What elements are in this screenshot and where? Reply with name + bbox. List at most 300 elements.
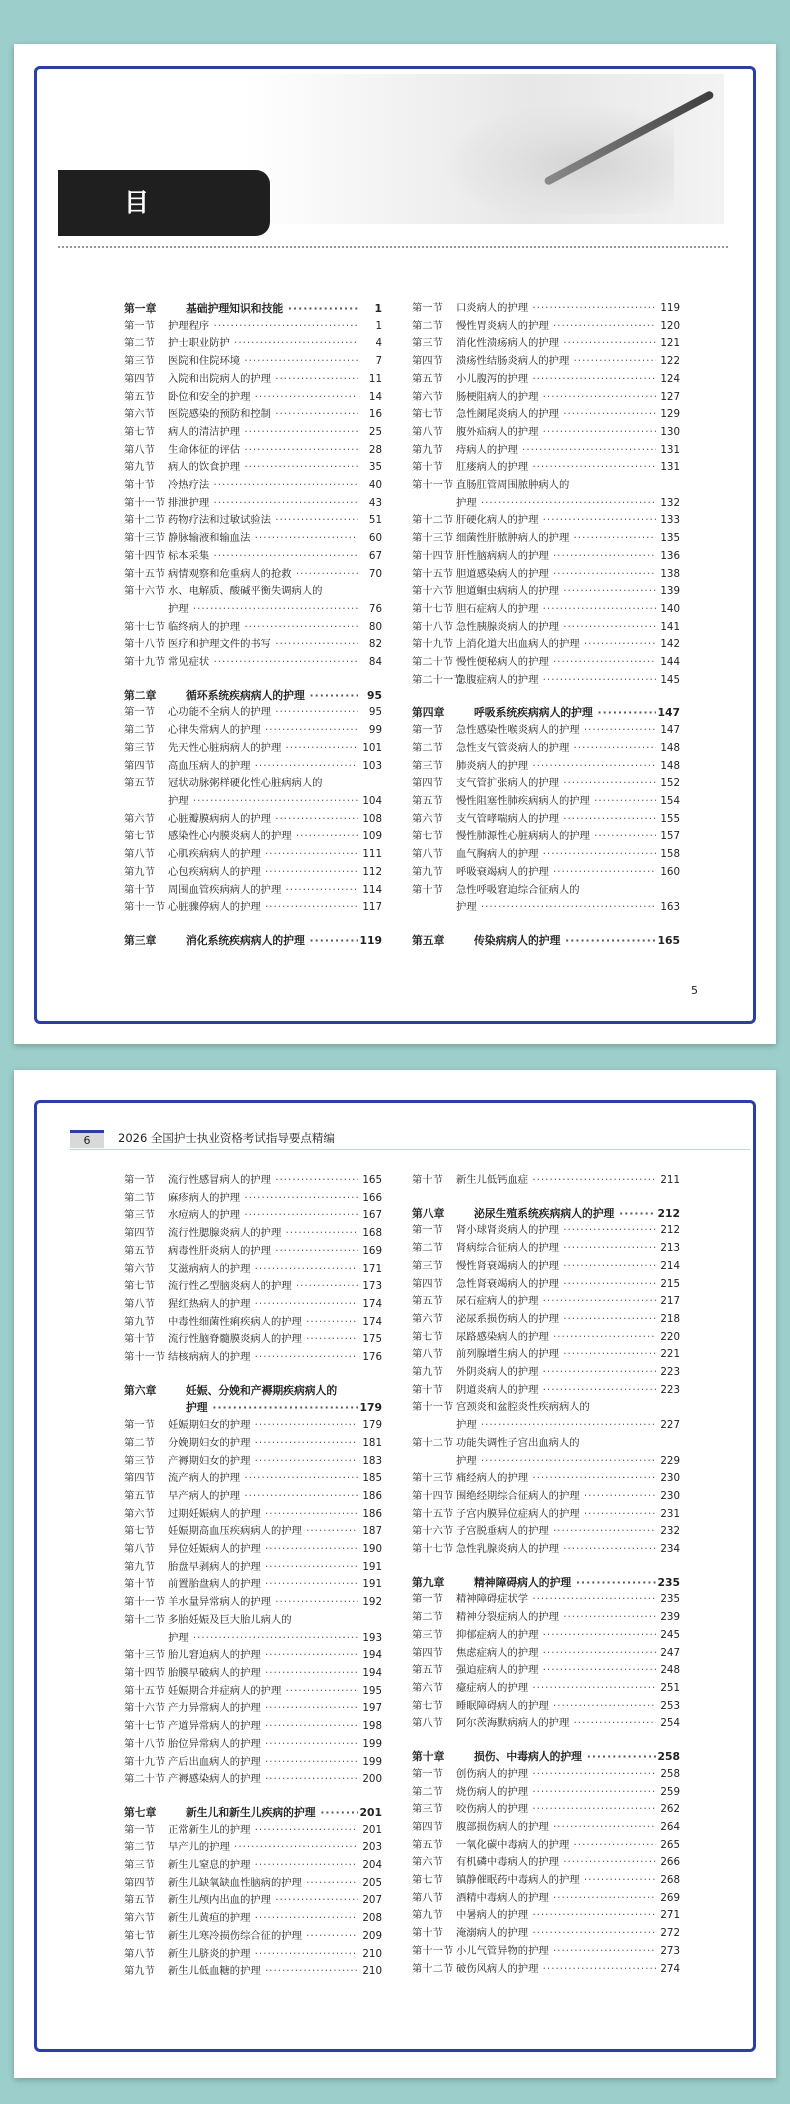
toc-chapter-entry (124, 300, 382, 318)
entry-title: 镇静催眠药中毒病人的护理 ····· (456, 1872, 656, 1890)
hand-shape (444, 104, 674, 214)
toc-section-entry (412, 1627, 680, 1645)
entry-number: 第十七节 (124, 620, 166, 633)
entry-title: 产褥期妇女的护理 ····· (168, 1453, 358, 1471)
toc-section-entry (124, 1331, 382, 1349)
toc-section-entry (412, 1698, 680, 1716)
entry-number: 第九节 (124, 865, 155, 878)
toc-section-entry (412, 583, 680, 601)
toc-section-entry (412, 459, 680, 477)
entry-page: 117 (358, 899, 382, 917)
toc-section-entry (124, 882, 382, 900)
entry-page: 130 (656, 424, 680, 442)
entry-title: 护理 ····· (456, 899, 656, 917)
entry-number: 第六节 (124, 1912, 155, 1925)
entry-page: 148 (656, 740, 680, 758)
entry-page: 171 (358, 1261, 382, 1279)
entry-title: 小儿气管异物的护理 ····· (456, 1943, 656, 1961)
entry-title: 病毒性肝炎病人的护理 ····· (168, 1243, 358, 1261)
entry-page: 234 (656, 1541, 680, 1559)
toc-section-entry (412, 1784, 680, 1802)
entry-page: 14 (358, 389, 382, 407)
entry-page: 210 (358, 1963, 382, 1981)
entry-page: 175 (358, 1331, 382, 1349)
entry-page: 253 (656, 1698, 680, 1716)
entry-number: 第三节 (124, 1209, 155, 1222)
entry-title: 护理 ····· (168, 1630, 358, 1648)
entry-page: 67 (358, 548, 382, 566)
entry-page: 167 (358, 1207, 382, 1225)
entry-title: 肾小球肾炎病人的护理 ····· (456, 1222, 656, 1240)
entry-title: 医院感染的预防和控制 ····· (168, 406, 358, 424)
entry-number: 第二节 (412, 319, 443, 332)
entry-number: 第七节 (124, 830, 155, 843)
entry-number: 第十一节 (124, 1351, 166, 1364)
entry-number: 第十章 (412, 1750, 445, 1764)
entry-number: 第十一节 (124, 901, 166, 914)
entry-title: 早产病人的护理 ····· (168, 1488, 358, 1506)
entry-title: 心肌疾病病人的护理 ····· (168, 846, 358, 864)
entry-number: 第十三节 (412, 1472, 454, 1485)
toc-section-entry (124, 1683, 382, 1701)
entry-title: 流行性感冒病人的护理 ····· (168, 1172, 358, 1190)
entry-title: 新生儿低钙血症 ····· (456, 1172, 656, 1190)
entry-title: 新生儿缺氧缺血性脑病的护理 ····· (168, 1875, 358, 1893)
entry-number: 第十五节 (124, 1684, 166, 1697)
entry-title: 急性肾衰竭病人的护理 ····· (456, 1276, 656, 1294)
toc-page-6 (14, 1070, 776, 2078)
entry-page: 103 (358, 758, 382, 776)
entry-page: 129 (656, 406, 680, 424)
toc-section-entry (412, 1382, 680, 1400)
entry-page (358, 1382, 382, 1400)
entry-number: 第二节 (124, 1191, 155, 1204)
entry-number: 第五节 (412, 372, 443, 385)
entry-title: 胎膜早破病人的护理 ····· (168, 1665, 358, 1683)
entry-page: 194 (358, 1665, 382, 1683)
entry-number: 第十节 (412, 1174, 443, 1186)
entry-title: 癔症病人的护理 ····· (456, 1680, 656, 1698)
entry-number: 第十六节 (124, 1702, 166, 1715)
toc-section-entry (124, 371, 382, 389)
toc-section-entry (412, 1523, 680, 1541)
entry-page: 99 (358, 722, 382, 740)
toc-chapter-entry (124, 932, 382, 950)
toc-section-entry (412, 512, 680, 530)
entry-title: 护理 ····· (456, 1417, 656, 1435)
toc-section-entry (412, 318, 680, 336)
entry-number: 第四节 (412, 1820, 443, 1833)
entry-number: 第三节 (412, 759, 443, 772)
toc-section-entry (412, 530, 680, 548)
entry-number: 第三节 (124, 355, 155, 368)
entry-page: 223 (656, 1382, 680, 1400)
toc-section-entry (124, 1541, 382, 1559)
entry-page: 173 (358, 1278, 382, 1296)
entry-number: 第十五节 (412, 567, 454, 580)
entry-page: 1 (358, 318, 382, 336)
toc-chapter-entry (124, 687, 382, 705)
entry-title: 前置胎盘病人的护理 ····· (168, 1576, 358, 1594)
entry-title: 破伤风病人的护理 ····· (456, 1961, 656, 1979)
entry-number: 第一节 (124, 1174, 155, 1186)
entry-title: 精神分裂症病人的护理 ····· (456, 1609, 656, 1627)
entry-page: 258 (656, 1748, 680, 1766)
toc-section-entry (124, 1594, 382, 1612)
toc-section-entry (412, 1222, 680, 1240)
entry-number: 第十节 (412, 1383, 443, 1396)
entry-title: 护理 ····· (168, 793, 358, 811)
toc-section-entry (412, 406, 680, 424)
entry-page: 221 (656, 1346, 680, 1364)
entry-page: 144 (656, 654, 680, 672)
entry-title: 病情观察和危重病人的抢救 ····· (168, 566, 358, 584)
entry-page: 16 (358, 406, 382, 424)
entry-number: 第八节 (412, 1348, 443, 1361)
section-gap (412, 1190, 680, 1205)
entry-number: 第四节 (412, 355, 443, 368)
entry-title: 流行性脑脊髓膜炎病人的护理 ····· (168, 1331, 358, 1349)
entry-page: 176 (358, 1349, 382, 1367)
entry-page: 163 (656, 899, 680, 917)
toc-section-entry (124, 1700, 382, 1718)
entry-page: 141 (656, 619, 680, 637)
entry-page: 239 (656, 1609, 680, 1627)
entry-title: 循环系统疾病病人的护理 ····· (186, 687, 358, 705)
entry-title: 产道异常病人的护理 ····· (168, 1718, 358, 1736)
toc-section-entry (412, 1488, 680, 1506)
toc-page-5 (14, 44, 776, 1044)
entry-number: 第十一节 (124, 1596, 166, 1609)
entry-page: 191 (358, 1559, 382, 1577)
entry-number: 第一节 (124, 319, 155, 332)
entry-page: 160 (656, 864, 680, 882)
toc-section-entry (412, 828, 680, 846)
entry-number: 第八章 (412, 1206, 445, 1220)
entry-page: 152 (656, 775, 680, 793)
entry-number: 第六节 (412, 390, 443, 403)
entry-title: 泌尿生殖系统疾病病人的护理 ····· (474, 1205, 656, 1223)
entry-title: 医院和住院环境 ····· (168, 353, 358, 371)
entry-title: 心包疾病病人的护理 ····· (168, 864, 358, 882)
entry-page: 251 (656, 1680, 680, 1698)
entry-page: 200 (358, 1771, 382, 1789)
entry-title: 支气管哮喘病人的护理 ····· (456, 811, 656, 829)
entry-title: 慢性阻塞性肺疾病病人的护理 ····· (456, 793, 656, 811)
entry-page: 166 (358, 1190, 382, 1208)
toc-section-entry (124, 1754, 382, 1772)
entry-title: 感染性心内膜炎病人的护理 ····· (168, 828, 358, 846)
entry-title: 护理 ····· (456, 495, 656, 513)
entry-page: 203 (358, 1839, 382, 1857)
toc-section-entry (412, 882, 680, 900)
header-book-title: 2026 全国护士执业资格考试指导要点精编 (118, 1131, 335, 1145)
entry-title: 睡眠障碍病人的护理 ····· (456, 1698, 656, 1716)
entry-number: 第十五节 (124, 567, 166, 580)
entry-title: 妊娠期高血压疾病病人的护理 ····· (168, 1523, 358, 1541)
entry-page: 28 (358, 442, 382, 460)
toc-section-entry (412, 1801, 680, 1819)
entry-page: 220 (656, 1329, 680, 1347)
toc-right-column (412, 300, 680, 950)
entry-title: 冠状动脉粥样硬化性心脏病病人的 (168, 777, 323, 790)
entry-title: 中毒性细菌性痢疾病人的护理 ····· (168, 1314, 358, 1332)
entry-page: 194 (358, 1647, 382, 1665)
toc-section-entry (412, 672, 680, 690)
toc-section-entry (124, 758, 382, 776)
entry-title: 护理 ····· (168, 601, 358, 619)
toc-chapter-entry (124, 1804, 382, 1822)
entry-title: 冷热疗法 ····· (168, 477, 358, 495)
entry-title: 精神障碍症状学 ····· (456, 1591, 656, 1609)
entry-number: 第一节 (412, 1593, 443, 1606)
entry-page: 25 (358, 424, 382, 442)
page-number: 5 (691, 984, 698, 997)
entry-title: 尿路感染病人的护理 ····· (456, 1329, 656, 1347)
entry-page: 218 (656, 1311, 680, 1329)
section-gap (412, 1559, 680, 1574)
toc-section-entry (124, 722, 382, 740)
toc-section-entry (412, 335, 680, 353)
toc-section-entry (124, 583, 382, 601)
toc-section-entry (412, 1293, 680, 1311)
toc-section-entry (124, 1910, 382, 1928)
entry-title: 直肠肛管周围脓肿病人的 (456, 479, 570, 492)
entry-number: 第二节 (412, 1785, 443, 1798)
entry-page: 210 (358, 1946, 382, 1964)
toc-section-entry (124, 1875, 382, 1893)
entry-number: 第七节 (124, 1525, 155, 1538)
entry-title: 妊娠、分娩和产褥期疾病病人的 (186, 1383, 338, 1397)
toc-chapter-entry (124, 1382, 382, 1400)
entry-page: 258 (656, 1766, 680, 1784)
entry-title: 产力异常病人的护理 ····· (168, 1700, 358, 1718)
entry-page: 122 (656, 353, 680, 371)
entry-number: 第六节 (124, 812, 155, 825)
entry-page: 209 (358, 1928, 382, 1946)
toc-section-entry (412, 864, 680, 882)
entry-title: 急性胰腺炎病人的护理 ····· (456, 619, 656, 637)
entry-page: 186 (358, 1488, 382, 1506)
entry-title: 肠梗阻病人的护理 ····· (456, 389, 656, 407)
entry-number: 第九节 (412, 1366, 443, 1379)
entry-title: 标本采集 ····· (168, 548, 358, 566)
entry-title: 精神障碍病人的护理 ····· (474, 1574, 656, 1592)
entry-title: 流行性腮腺炎病人的护理 ····· (168, 1225, 358, 1243)
entry-page: 185 (358, 1470, 382, 1488)
entry-number: 第一节 (124, 706, 155, 719)
entry-number: 第七章 (124, 1805, 157, 1819)
entry-title: 排泄护理 ····· (168, 495, 358, 513)
toc-section-entry (412, 1541, 680, 1559)
entry-page: 187 (358, 1523, 382, 1541)
entry-page: 230 (656, 1470, 680, 1488)
entry-page: 101 (358, 740, 382, 758)
entry-title: 先天性心脏病病人的护理 ····· (168, 740, 358, 758)
entry-page: 131 (656, 442, 680, 460)
entry-title: 护理程序 ····· (168, 318, 358, 336)
entry-title: 慢性便秘病人的护理 ····· (456, 654, 656, 672)
entry-title: 入院和出院病人的护理 ····· (168, 371, 358, 389)
entry-page: 247 (656, 1645, 680, 1663)
entry-number: 第七节 (412, 1330, 443, 1343)
toc-left-column (124, 1172, 382, 1981)
entry-page: 142 (656, 636, 680, 654)
entry-title: 静脉输液和输血法 ····· (168, 530, 358, 548)
toc-section-entry (124, 1647, 382, 1665)
entry-number: 第二十节 (124, 1773, 166, 1786)
entry-title: 过期妊娠病人的护理 ····· (168, 1506, 358, 1524)
toc-section-entry (124, 477, 382, 495)
toc-section-entry (124, 1665, 382, 1683)
entry-page: 84 (358, 654, 382, 672)
toc-section-entry (124, 1261, 382, 1279)
toc-section-entry (124, 318, 382, 336)
entry-page: 208 (358, 1910, 382, 1928)
entry-page: 197 (358, 1700, 382, 1718)
entry-title: 护理 ····· (456, 1453, 656, 1471)
entry-page: 254 (656, 1715, 680, 1733)
entry-title: 呼吸衰竭病人的护理 ····· (456, 864, 656, 882)
entry-page: 179 (358, 1417, 382, 1435)
toc-section-entry (124, 1399, 382, 1417)
toc-section-entry (124, 1278, 382, 1296)
entry-page: 248 (656, 1662, 680, 1680)
entry-title: 病人的饮食护理 ····· (168, 459, 358, 477)
toc-section-entry (124, 619, 382, 637)
entry-page: 119 (358, 932, 382, 950)
entry-number: 第十二节 (124, 1613, 166, 1626)
entry-page: 132 (656, 495, 680, 513)
entry-page (656, 882, 680, 900)
entry-number: 第十一节 (412, 1401, 454, 1414)
entry-page: 271 (656, 1907, 680, 1925)
toc-section-entry (124, 1630, 382, 1648)
entry-title: 心脏瓣膜病病人的护理 ····· (168, 811, 358, 829)
entry-number: 第三节 (412, 1628, 443, 1641)
toc-section-entry (124, 1488, 382, 1506)
toc-section-entry (412, 899, 680, 917)
entry-number: 第一节 (412, 1767, 443, 1780)
entry-page: 213 (656, 1240, 680, 1258)
entry-title: 功能失调性子宫出血病人的 (456, 1436, 580, 1449)
entry-number: 第九节 (124, 1560, 155, 1573)
toc-section-entry (412, 1925, 680, 1943)
entry-title: 慢性肺源性心脏病病人的护理 ····· (456, 828, 656, 846)
toc-chapter-entry (412, 1748, 680, 1766)
section-gap (412, 689, 680, 704)
section-gap (124, 1367, 382, 1382)
entry-number: 第十八节 (124, 638, 166, 651)
toc-chapter-entry (412, 1205, 680, 1223)
entry-number: 第三节 (412, 1803, 443, 1816)
toc-section-entry (412, 1907, 680, 1925)
entry-number: 第二节 (124, 1436, 155, 1449)
toc-section-entry (412, 740, 680, 758)
entry-title: 腹外疝病人的护理 ····· (456, 424, 656, 442)
toc-section-entry (412, 722, 680, 740)
entry-title: 妊娠期合并症病人的护理 ····· (168, 1683, 358, 1701)
entry-title: 泌尿系损伤病人的护理 ····· (456, 1311, 656, 1329)
entry-title: 新生儿和新生儿疾病的护理 ····· (186, 1804, 358, 1822)
entry-page: 174 (358, 1296, 382, 1314)
entry-page: 70 (358, 566, 382, 584)
entry-title: 心律失常病人的护理 ····· (168, 722, 358, 740)
entry-title: 水痘病人的护理 ····· (168, 1207, 358, 1225)
entry-number: 第二节 (124, 724, 155, 737)
entry-number: 第十三节 (124, 1649, 166, 1662)
entry-title: 常见症状 ····· (168, 654, 358, 672)
entry-page: 186 (358, 1506, 382, 1524)
toc-section-entry (124, 1928, 382, 1946)
toc-section-entry (124, 601, 382, 619)
entry-title: 猩红热病人的护理 ····· (168, 1296, 358, 1314)
entry-title: 焦虑症病人的护理 ····· (456, 1645, 656, 1663)
toc-section-entry (124, 1963, 382, 1981)
entry-page: 135 (656, 530, 680, 548)
toc-section-entry (412, 1435, 680, 1453)
toc-section-entry (412, 1890, 680, 1908)
entry-page: 232 (656, 1523, 680, 1541)
toc-section-entry (412, 424, 680, 442)
entry-number: 第六节 (124, 1262, 155, 1275)
toc-section-entry (124, 846, 382, 864)
entry-title: 新生儿窒息的护理 ····· (168, 1857, 358, 1875)
entry-page: 158 (656, 846, 680, 864)
entry-page: 95 (358, 687, 382, 705)
toc-section-entry (412, 654, 680, 672)
entry-page: 147 (656, 722, 680, 740)
entry-title: 尿石症病人的护理 ····· (456, 1293, 656, 1311)
entry-page: 191 (358, 1576, 382, 1594)
entry-title: 新生儿黄疸的护理 ····· (168, 1910, 358, 1928)
entry-number: 第八节 (124, 1543, 155, 1556)
entry-title: 血气胸病人的护理 ····· (456, 846, 656, 864)
entry-number: 第七节 (124, 1929, 155, 1942)
entry-page: 147 (656, 704, 680, 722)
toc-chapter-entry (412, 932, 680, 950)
entry-title: 流行性乙型脑炎病人的护理 ····· (168, 1278, 358, 1296)
entry-number: 第六节 (412, 1312, 443, 1325)
toc-section-entry (412, 1609, 680, 1627)
entry-page: 212 (656, 1222, 680, 1240)
toc-right-column (412, 1172, 680, 1978)
toc-section-entry (124, 1190, 382, 1208)
entry-page: 174 (358, 1314, 382, 1332)
entry-title: 胆道蛔虫病病人的护理 ····· (456, 583, 656, 601)
entry-number: 第六节 (124, 1507, 155, 1520)
entry-title: 一氧化碳中毒病人的护理 ····· (456, 1837, 656, 1855)
toc-section-entry (124, 1435, 382, 1453)
entry-page: 204 (358, 1857, 382, 1875)
entry-page: 264 (656, 1819, 680, 1837)
entry-number: 第十二节 (412, 514, 454, 527)
entry-number: 第八节 (412, 848, 443, 861)
toc-section-entry (412, 636, 680, 654)
entry-number: 第四节 (124, 1472, 155, 1485)
entry-title: 创伤病人的护理 ····· (456, 1766, 656, 1784)
entry-page: 165 (656, 932, 680, 950)
entry-page (358, 775, 382, 793)
entry-page: 140 (656, 601, 680, 619)
entry-number: 第十九节 (124, 1755, 166, 1768)
toc-section-entry (124, 1892, 382, 1910)
entry-number: 第十一节 (124, 496, 166, 509)
toc-section-entry (412, 1258, 680, 1276)
toc-section-entry (124, 1718, 382, 1736)
entry-title: 胆石症病人的护理 ····· (456, 601, 656, 619)
toc-heading: 目 录 (58, 170, 270, 236)
